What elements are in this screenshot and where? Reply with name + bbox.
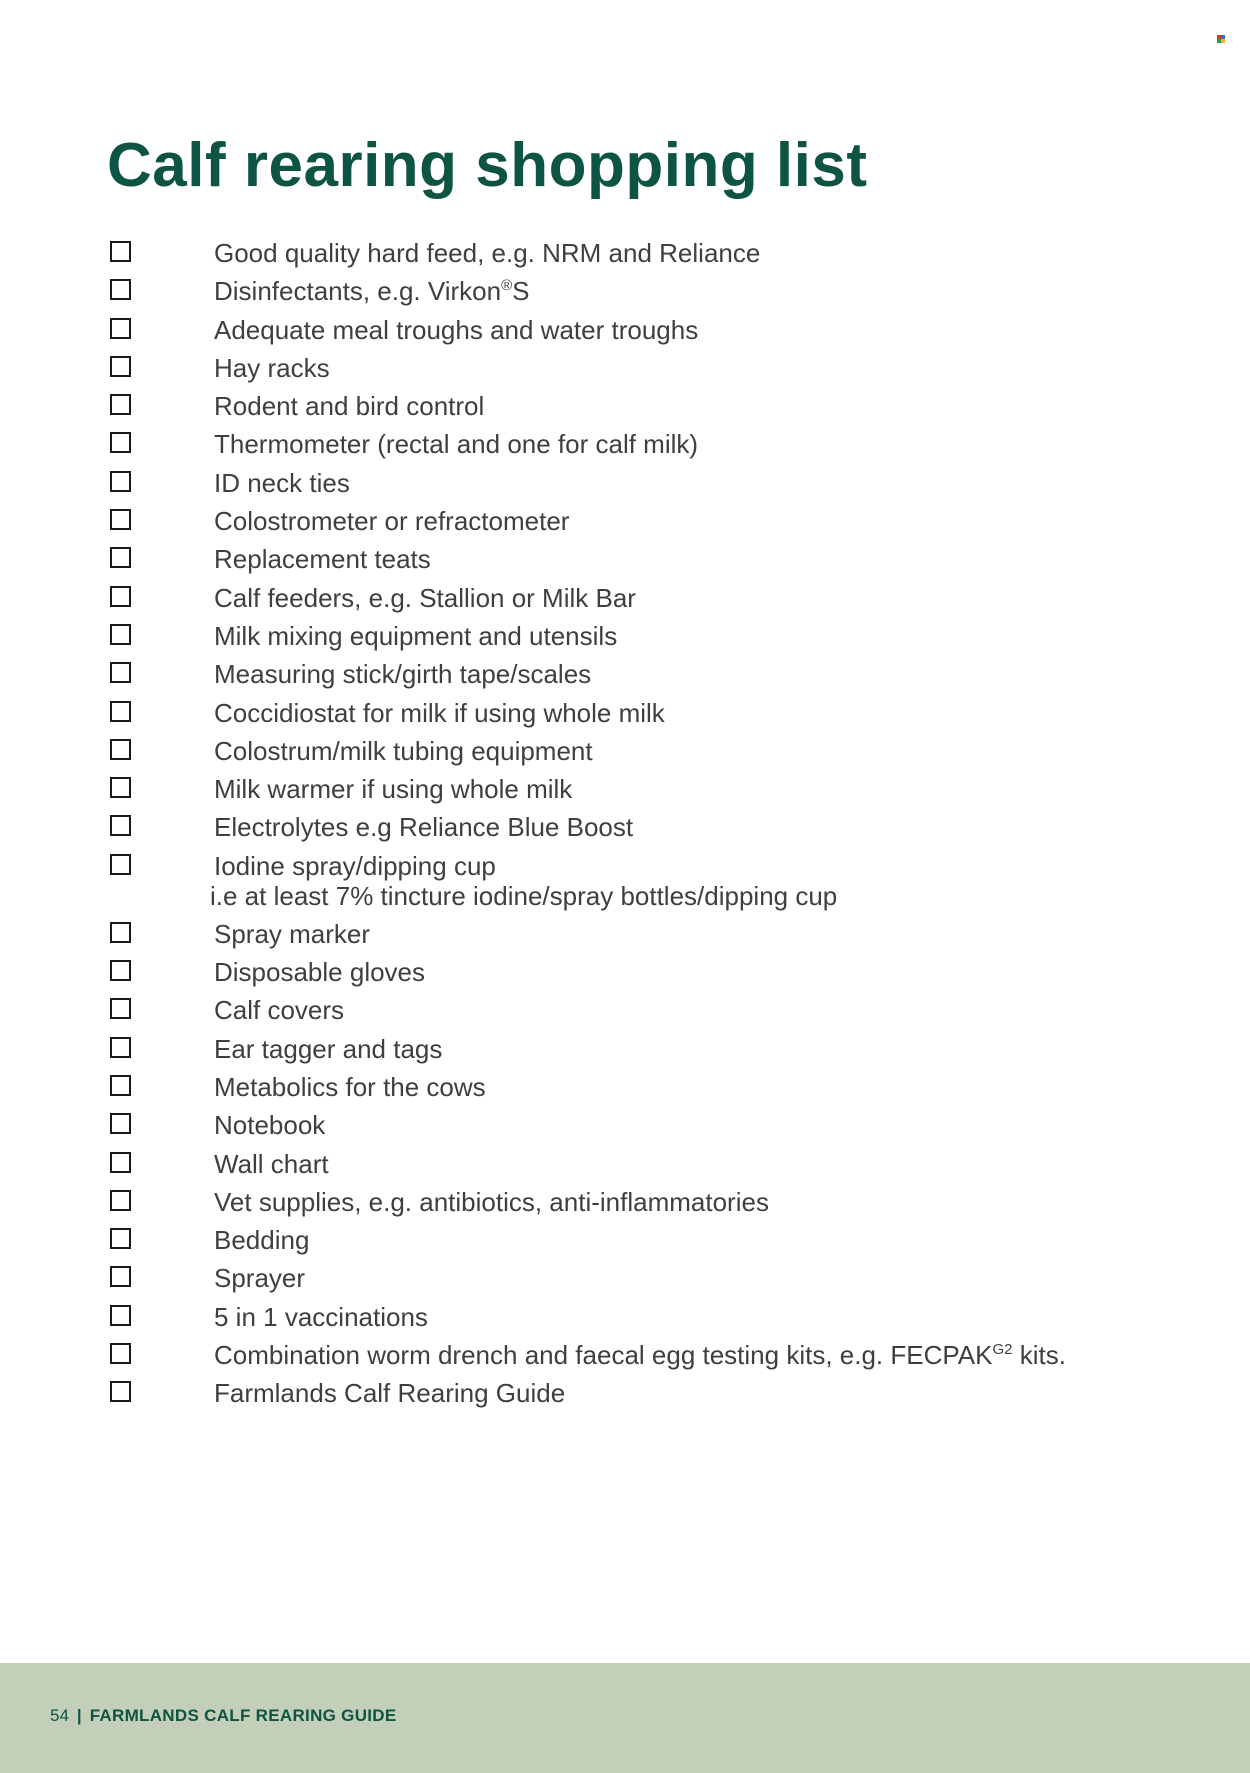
item-text: Vet supplies, e.g. antibiotics, anti-inflammatories (214, 1186, 769, 1217)
checklist-item[interactable] (108, 1071, 1148, 1109)
checkbox[interactable] (110, 509, 131, 530)
item-text: Milk mixing equipment and utensils (214, 620, 618, 651)
checklist-item-label (214, 1224, 309, 1256)
checklist-item-label (214, 735, 593, 767)
checklist-item[interactable] (108, 1301, 1148, 1339)
item-text: Notebook (214, 1110, 326, 1141)
item-text: Metabolics for the cows (214, 1071, 486, 1102)
checkbox[interactable] (110, 432, 131, 453)
checklist-item-label (214, 1148, 329, 1180)
checklist-item-label (214, 1033, 442, 1065)
checkbox[interactable] (110, 854, 131, 875)
checkbox[interactable] (110, 739, 131, 760)
checklist-item[interactable] (108, 390, 1148, 428)
item-text: 5 in 1 vaccinations (214, 1301, 428, 1332)
checklist-item[interactable] (108, 697, 1148, 735)
checklist-item-label (214, 237, 760, 269)
item-text: Wall chart (214, 1148, 329, 1179)
checklist-item-label (214, 314, 698, 346)
checklist-item-label (214, 1377, 565, 1409)
item-text: Good quality hard feed, e.g. NRM and Reliance (214, 238, 761, 268)
checkbox[interactable] (110, 998, 131, 1019)
item-text: Disinfectants, e.g. Virkon (214, 276, 502, 307)
checklist-item[interactable] (108, 1339, 1148, 1377)
checkbox[interactable] (110, 960, 131, 981)
item-text: Colostrum/milk tubing equipment (214, 735, 593, 766)
checklist-item[interactable] (108, 1262, 1148, 1300)
item-text: Calf feeders, e.g. Stallion or Milk Bar (214, 582, 636, 613)
checkbox[interactable] (110, 1190, 131, 1211)
checklist-item[interactable] (108, 956, 1148, 994)
checkbox[interactable] (110, 471, 131, 492)
checklist-item-label (214, 956, 425, 988)
checklist-item-label (214, 850, 496, 882)
checkbox[interactable] (110, 1152, 131, 1173)
checkbox[interactable] (110, 394, 131, 415)
checklist-item-label (214, 1339, 1066, 1371)
item-suffix: S (512, 276, 530, 307)
checklist-item-label (214, 1262, 305, 1294)
checklist-item[interactable] (108, 352, 1148, 390)
item-text: Iodine spray/dipping cup (214, 850, 496, 881)
checklist-item-label (214, 658, 591, 690)
item-superscript: G2 (992, 1341, 1013, 1359)
checklist-item-label (214, 505, 569, 537)
checklist-item-label (214, 697, 665, 729)
checkbox[interactable] (110, 356, 131, 377)
checklist-item-label (214, 1109, 325, 1141)
item-text: Disposable gloves (214, 957, 426, 988)
checklist-item[interactable] (108, 1224, 1148, 1262)
checklist-item-label (214, 918, 370, 950)
checklist-item-label (214, 773, 572, 805)
checklist-item[interactable] (108, 428, 1148, 466)
checklist-item[interactable] (108, 1148, 1148, 1186)
checklist-item[interactable] (108, 918, 1148, 956)
checklist-item[interactable] (108, 1186, 1148, 1224)
item-text: Sprayer (214, 1263, 306, 1294)
checkbox[interactable] (110, 1305, 131, 1326)
checklist-item[interactable] (108, 467, 1148, 505)
checkbox[interactable] (110, 662, 131, 683)
checklist-item[interactable] (108, 850, 1148, 918)
footer-separator: | (76, 1706, 82, 1725)
checklist-item[interactable] (108, 1109, 1148, 1147)
checklist-item[interactable] (108, 582, 1148, 620)
checkbox[interactable] (110, 701, 131, 722)
checkbox[interactable] (110, 777, 131, 798)
checklist-item-label (214, 390, 484, 422)
item-text: Rodent and bird control (214, 391, 485, 422)
shopping-checklist (108, 237, 1148, 1416)
checklist-item-label (214, 352, 330, 384)
checkbox[interactable] (110, 922, 131, 943)
item-text: Combination worm drench and faecal egg testing kits, e.g. FECPAK (214, 1340, 993, 1371)
page-title: Calf rearing shopping list (107, 131, 868, 200)
item-text: Farmlands Calf Rearing Guide (214, 1378, 566, 1409)
item-text: Colostrometer or refractometer (214, 506, 570, 537)
item-text: Spray marker (214, 918, 371, 949)
item-text: Calf covers (214, 995, 345, 1026)
item-text: Electrolytes e.g Reliance Blue Boost (214, 812, 634, 843)
checklist-item[interactable] (108, 620, 1148, 658)
item-superscript: ® (501, 277, 513, 295)
checkbox[interactable] (110, 1343, 131, 1364)
checklist-item[interactable] (108, 1377, 1148, 1415)
checkbox[interactable] (110, 1075, 131, 1096)
checklist-item-label (214, 582, 636, 614)
item-text: Bedding (214, 1225, 310, 1256)
checklist-item-label (214, 620, 617, 652)
checkbox[interactable] (110, 279, 131, 300)
checklist-item-label (214, 428, 698, 460)
checklist-item[interactable] (108, 735, 1148, 773)
checklist-item[interactable] (108, 314, 1148, 352)
item-text: Adequate meal troughs and water troughs (214, 314, 699, 345)
checklist-item[interactable] (108, 505, 1148, 543)
footer-guide-title: FARMLANDS CALF REARING GUIDE (89, 1706, 397, 1725)
checklist-item[interactable] (108, 237, 1148, 275)
checklist-item-label (214, 994, 344, 1026)
footer-page-number: 54 (50, 1706, 69, 1725)
checklist-item-label (214, 275, 530, 307)
checklist-item[interactable] (108, 543, 1148, 581)
checkbox[interactable] (110, 318, 131, 339)
checkbox[interactable] (110, 1228, 131, 1249)
corner-color-mark (1217, 35, 1225, 43)
checkbox[interactable] (110, 815, 131, 836)
checklist-item-label (214, 1071, 486, 1103)
checklist-item-label (214, 811, 633, 843)
checkbox[interactable] (110, 1381, 131, 1402)
item-text: Ear tagger and tags (214, 1033, 443, 1064)
item-text: Measuring stick/girth tape/scales (214, 659, 592, 690)
footer (50, 1704, 397, 1728)
checklist-item[interactable] (108, 773, 1148, 811)
item-text: Coccidiostat for milk if using whole milk (214, 697, 665, 728)
checklist-item[interactable] (108, 811, 1148, 849)
item-text: Hay racks (214, 352, 330, 383)
checklist-item-label (214, 467, 350, 499)
checklist-item[interactable] (108, 1033, 1148, 1071)
checkbox[interactable] (110, 1113, 131, 1134)
checklist-item-label (214, 543, 431, 575)
checkbox[interactable] (110, 586, 131, 607)
checklist-item[interactable] (108, 994, 1148, 1032)
checkbox[interactable] (110, 624, 131, 645)
checklist-item-label (214, 1301, 428, 1333)
checklist-item-detail: i.e at least 7% tincture iodine/spray bottles/dipping cup (210, 880, 838, 911)
checkbox[interactable] (110, 1037, 131, 1058)
corner-mark-yellow (1221, 39, 1225, 43)
item-text: Milk warmer if using whole milk (214, 774, 573, 805)
item-text: ID neck ties (214, 467, 350, 498)
item-text: Thermometer (rectal and one for calf milk) (214, 429, 699, 460)
checkbox[interactable] (110, 547, 131, 568)
checklist-item-label (214, 1186, 769, 1218)
item-text: Replacement teats (214, 544, 431, 575)
checklist-item[interactable] (108, 658, 1148, 696)
checklist-item[interactable] (108, 275, 1148, 313)
checkbox[interactable] (110, 1266, 131, 1287)
checkbox[interactable] (110, 241, 131, 262)
item-suffix: kits. (1012, 1340, 1066, 1371)
